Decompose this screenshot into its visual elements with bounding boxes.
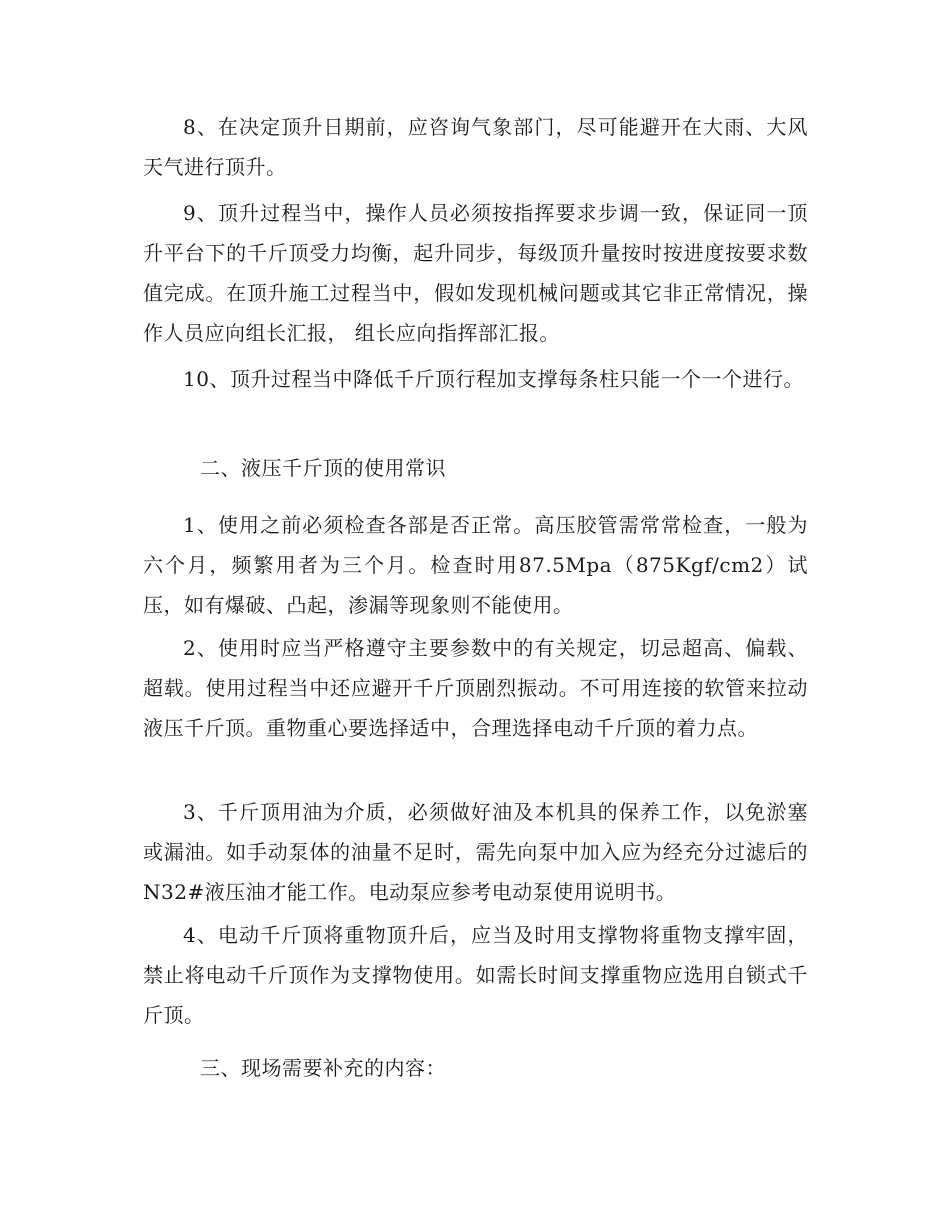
paragraph-item-9: 9、顶升过程当中，操作人员必须按指挥要求步调一致，保证同一顶升平台下的千斤顶受力均衡，起升同步，每级顶升量按时按进度按要求数值完成。在顶升施工过程当中，假如发现机械问题或其它非正常情况，操作人员应向组长汇报， 组长应向指挥部汇报。: [143, 201, 808, 345]
section-heading-3: 三、现场需要补充的内容：: [200, 1056, 446, 1080]
list-item-4: 4、电动千斤顶将重物顶升后，应当及时用支撑物将重物支撑牢固，禁止将电动千斤顶作为支撑物使用。如需长时间支撑重物应选用自锁式千斤顶。: [143, 923, 808, 1027]
section-heading-2: 二、液压千斤顶的使用常识: [200, 456, 446, 480]
list-item-1: 1、使用之前必须检查各部是否正常。高压胶管需常常检查，一般为六个月，频繁用者为三个月。检查时用87.5Mpa（875Kgf/cm2）试压，如有爆破、凸起，渗漏等现象则不能使用。: [143, 513, 808, 617]
paragraph-item-8: 8、在决定顶升日期前，应咨询气象部门，尽可能避开在大雨、大风天气进行顶升。: [143, 115, 808, 179]
list-item-3: 3、千斤顶用油为介质，必须做好油及本机具的保养工作，以免淤塞或漏油。如手动泵体的油量不足时，需先向泵中加入应为经充分过滤后的N32#液压油才能工作。电动泵应参考电动泵使用说明书。: [143, 800, 808, 904]
list-item-2: 2、使用时应当严格遵守主要参数中的有关规定，切忌超高、偏载、超载。使用过程当中还应避开千斤顶剧烈振动。不可用连接的软管来拉动液压千斤顶。重物重心要选择适中，合理选择电动千斤顶的着力点。: [143, 636, 808, 740]
paragraph-item-10: 10、顶升过程当中降低千斤顶行程加支撑每条柱只能一个一个进行。: [183, 367, 804, 391]
